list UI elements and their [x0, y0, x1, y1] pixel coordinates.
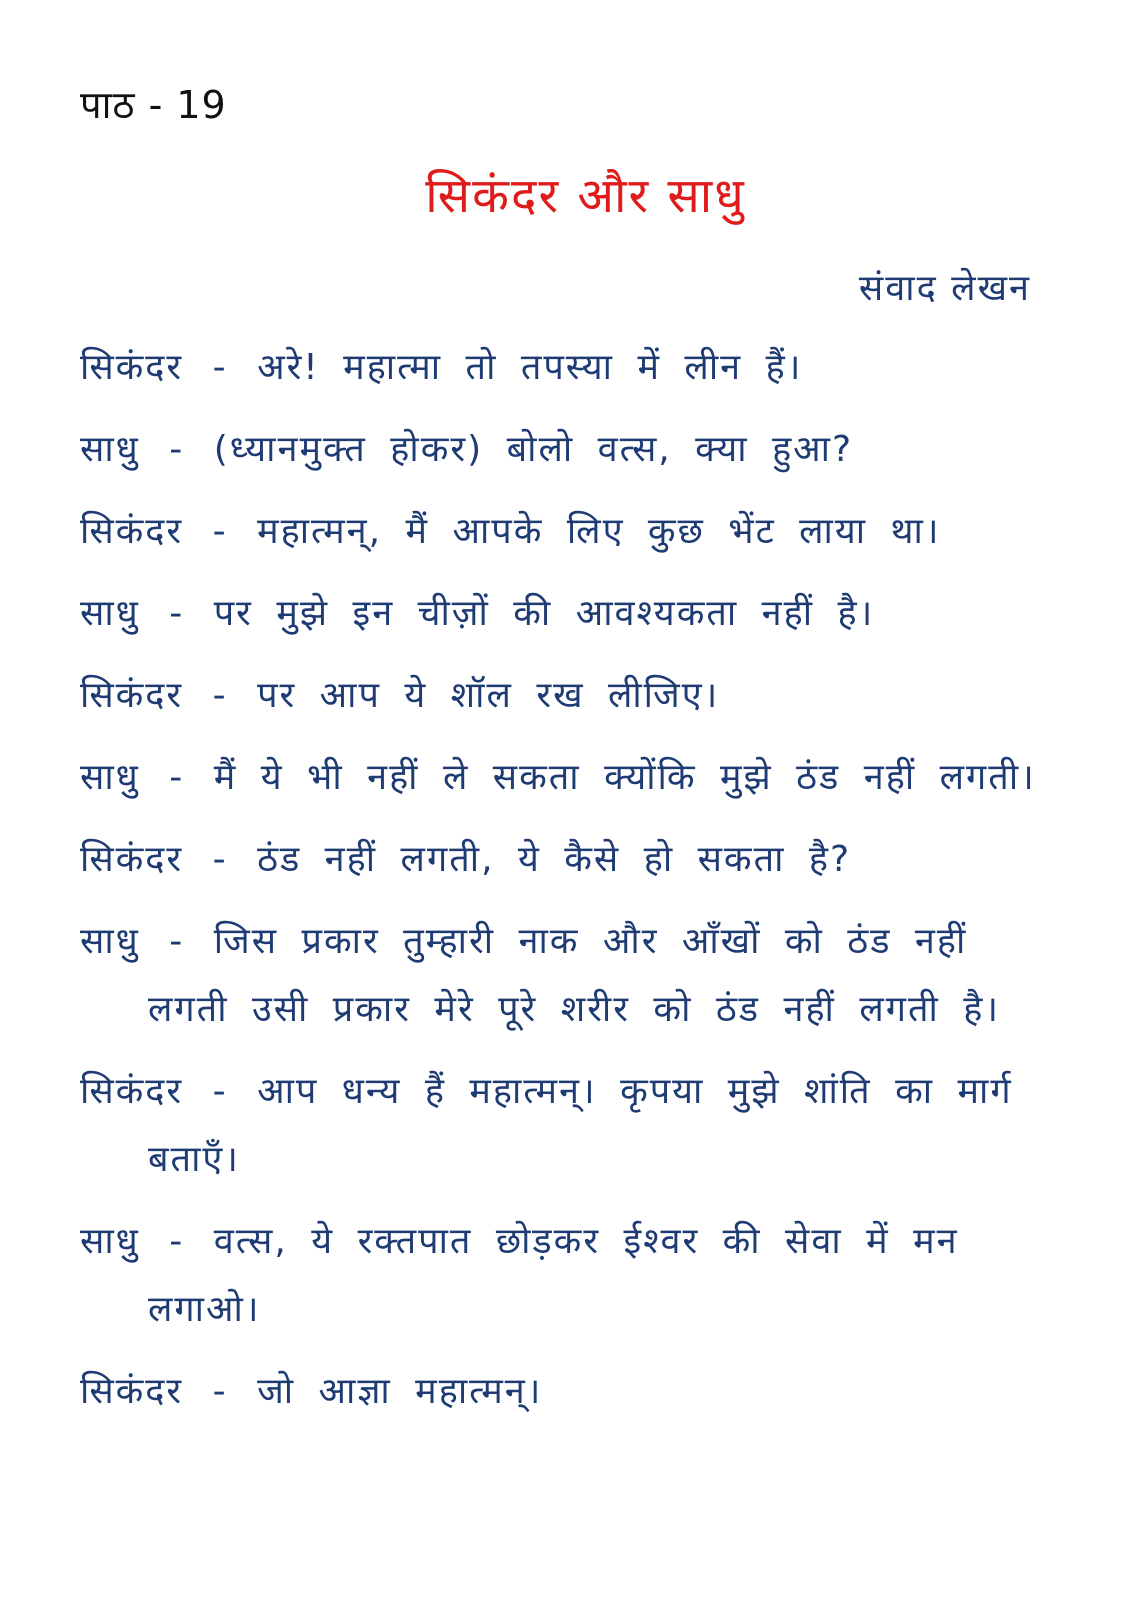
speaker-name: सिकंदर: [80, 675, 184, 716]
section-subtitle: संवाद लेखन: [858, 268, 1031, 309]
dialogue-continuation: बताएँ।: [148, 1139, 240, 1180]
dialogue-text: (ध्यानमुक्त होकर) बोलो वत्स, क्या हुआ?: [213, 429, 854, 470]
dialogue-line: [80, 744, 1050, 812]
dialogue-text: महात्मन्, मैं आपके लिए कुछ भेंट लाया था।: [257, 511, 941, 552]
dialogue-line: [80, 334, 1050, 402]
dialogue-continuation: लगती उसी प्रकार मेरे पूरे शरीर को ठंड नहीं लगती है।: [148, 989, 1001, 1030]
speaker-name: सिकंदर: [80, 1371, 184, 1412]
separator: -: [212, 511, 228, 552]
dialogue-text: ठंड नहीं लगती, ये कैसे हो सकता है?: [257, 839, 852, 880]
separator: -: [212, 347, 228, 388]
separator: -: [169, 1221, 185, 1262]
dialogue-text: वत्स, ये रक्तपात छोड़कर ईश्वर की सेवा में मन: [213, 1221, 959, 1262]
dialogue-line: [80, 498, 1050, 566]
speaker-name: साधु: [80, 921, 140, 962]
separator: -: [212, 1371, 228, 1412]
dialogue-text: पर मुझे इन चीज़ों की आवश्यकता नहीं है।: [213, 593, 875, 634]
dialogue-text: आप धन्य हैं महात्मन्। कृपया मुझे शांति का मार्ग: [257, 1071, 1013, 1112]
dialogue-line: [80, 416, 1050, 484]
dialogue-text: अरे! महात्मा तो तपस्या में लीन हैं।: [257, 347, 803, 388]
dialogue-line: [80, 826, 1050, 894]
dialogue-line: [80, 1208, 1050, 1276]
separator: -: [169, 593, 185, 634]
speaker-name: सिकंदर: [80, 347, 184, 388]
separator: -: [169, 757, 185, 798]
dialogue-line: [80, 662, 1050, 730]
separator: -: [169, 921, 185, 962]
dialogue-text: पर आप ये शॉल रख लीजिए।: [257, 675, 720, 716]
speaker-name: सिकंदर: [80, 839, 184, 880]
dialogue-continuation: लगाओ।: [148, 1289, 261, 1330]
dialogue-line: [80, 1358, 1050, 1426]
separator: -: [212, 1071, 228, 1112]
speaker-name: सिकंदर: [80, 1071, 184, 1112]
dialogue-text: मैं ये भी नहीं ले सकता क्योंकि मुझे ठंड नहीं लगती।: [213, 757, 1036, 798]
dialogue-line: [80, 1058, 1050, 1126]
dialogue-text: जिस प्रकार तुम्हारी नाक और आँखों को ठंड नहीं: [213, 921, 968, 962]
speaker-name: साधु: [80, 593, 140, 634]
speaker-name: सिकंदर: [80, 511, 184, 552]
page-title: सिकंदर और साधु: [425, 168, 746, 224]
dialogue-line: [80, 908, 1050, 976]
speaker-name: साधु: [80, 1221, 140, 1262]
separator: -: [169, 429, 185, 470]
dialogue-text: जो आज्ञा महात्मन्।: [257, 1371, 543, 1412]
speaker-name: साधु: [80, 757, 140, 798]
dialogue-line: [80, 580, 1050, 648]
separator: -: [212, 839, 228, 880]
lesson-number: पाठ - 19: [80, 83, 227, 127]
speaker-name: साधु: [80, 429, 140, 470]
separator: -: [212, 675, 228, 716]
